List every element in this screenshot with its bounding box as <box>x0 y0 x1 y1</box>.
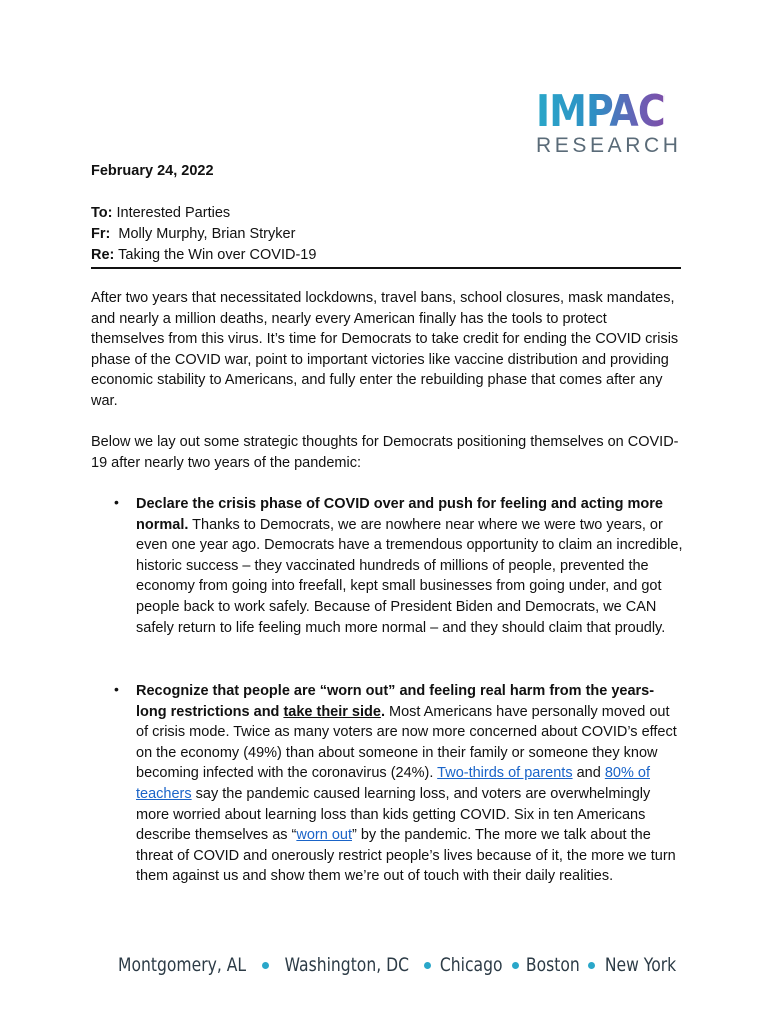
re-value: Taking the Win over COVID-19 <box>118 247 317 263</box>
lead-in-paragraph: Below we lay out some strategic thoughts for Democrats positioning themselves on COVID-19 after nearly two years of the pandemic: <box>91 434 679 471</box>
bullet-2-bold: Recognize that people are “worn out” and feeling real harm from the years-long restrictions and <box>136 683 655 720</box>
bullet-2-bold-underlined: take their side <box>283 703 381 720</box>
worn-out-link[interactable]: worn out <box>296 827 352 844</box>
bullet-dot-icon: • <box>114 494 119 510</box>
memo-header <box>91 203 681 266</box>
impact-research-logo <box>536 86 690 157</box>
re-label: Re: <box>91 247 115 263</box>
separator-dot-icon <box>588 962 595 969</box>
bullet-2-text-3: say the pandemic caused learning loss, and voters are overwhelmingly more worried about learning loss than kids getting COVID. Six in ten Americans describe themselves as “ <box>136 785 651 844</box>
header-divider <box>91 267 681 269</box>
to-value: Interested Parties <box>116 205 231 221</box>
footer-city: Chicago <box>440 954 503 976</box>
separator-dot-icon <box>262 962 269 969</box>
bullet-item-worn-out <box>136 681 684 887</box>
bullet-2-text-2: and <box>572 765 605 782</box>
memo-re-line <box>91 245 681 266</box>
bullet-2-bold-end: . <box>380 703 385 720</box>
footer-city: Boston <box>526 954 581 976</box>
separator-dot-icon <box>424 962 431 969</box>
bullet-dot-icon: • <box>114 681 119 697</box>
bullet-1-bold: Declare the crisis phase of COVID over and push for feeling and acting more normal. <box>136 496 663 533</box>
footer-city: New York <box>604 954 677 976</box>
footer-office-locations <box>104 954 684 976</box>
footer-city: Montgomery, AL <box>118 954 247 976</box>
memo-from-line <box>91 224 681 245</box>
eighty-percent-teachers-link[interactable]: 80% of teachers <box>136 765 650 802</box>
footer-city: Washington, DC <box>284 954 409 976</box>
two-thirds-of-parents-link[interactable]: Two-thirds of parents <box>437 765 573 782</box>
bullet-2-text-4: ” by the pandemic. The more we talk about the threat of COVID and onerously restrict people’s lives because of it, the more we turn them against us and show them we’re out of touch with their daily realities. <box>136 827 676 885</box>
bullet-1-text: Thanks to Democrats, we are nowhere near where we were two years, or even one year ago. Democrats have a tremendous opportunity to claim an incredible, historic success – they vaccinated hundreds of millions of people, prevented the economy from going into freefall, kept small businesses from going under, and got people back to work safely. Because of President Biden and Democrats, we CAN safely return to life feeling much more normal – and they should claim that proudly. <box>136 516 683 636</box>
to-label: To: <box>91 205 113 221</box>
separator-dot-icon <box>512 962 519 969</box>
memo-to-line <box>91 203 681 224</box>
logo-sub-text: RESEARCH <box>536 134 682 157</box>
logo-main-text: IMPACT <box>536 86 690 137</box>
intro-paragraph: After two years that necessitated lockdowns, travel bans, school closures, mask mandates, and nearly a million deaths, nearly every American finally has the tools to protect themselves from this virus. It’s time for Democrats to take credit for ending the COVID crisis phase of the COVID war, point to important victories like vaccine distribution and providing economic stability to Americans, and fully enter the rebuilding phase that comes after any war. <box>91 290 679 409</box>
from-label: Fr: <box>91 226 111 242</box>
bullet-item-declare-crisis-over <box>136 494 684 638</box>
bullet-2-text-1: Most Americans have personally moved out of crisis mode. Twice as many voters are now more concerned about COVID’s effect on the economy (49%) than about someone in their family or someone they know becoming infected with the coronavirus (24%). <box>136 703 677 782</box>
from-value: Molly Murphy, Brian Stryker <box>118 226 296 242</box>
memo-date: February 24, 2022 <box>91 163 214 179</box>
